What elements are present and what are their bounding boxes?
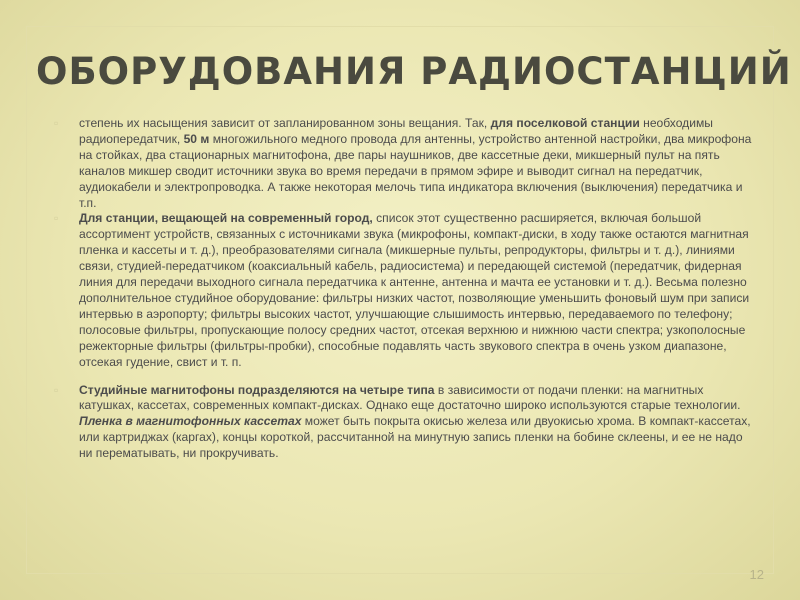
slide-content <box>54 116 754 462</box>
text-run: список этот существенно расширяется, включая большой ассортимент устройств, связанных с источниками звука (микрофоны, компакт-диски, в ходу также остаются магнитная пленка и кассеты и т. д.), преобразователями сигнала (микшерные пульты, репродукторы, фильтры и т. д.), линиями связи, студией-передатчиком (коаксиальный кабель, радиосистема) и передающей системой (передатчик, фидерная линия для передачи выходного сигнала передатчика к антенне, антенна и мачта ее установки и т. д.). Весьма полезно дополнительное студийное оборудование: фильтры низких частот, позволяющие уменьшить фоновый шум при записи интервью в аэропорту; фильтры высоких частот, улучшающие слышимость интервью, передаваемого по телефону; полосовые фильтры, пропускающие полосу средних частот, отсекая верхнюю и нижнюю части спектра; узкополосные режекторные фильтры (фильтры-пробки), способные подавлять часть звукового спектра в очень узком диапазоне, отсекая гудение, свист и т. п. <box>79 211 750 369</box>
bullet-icon: ▫ <box>54 211 59 226</box>
bold-run: Студийные магнитофоны подразделяются на четыре типа <box>79 382 435 397</box>
bold-italic-run: Пленка в <box>79 414 137 429</box>
text-run: многожильного медного провода для антенны, устройство антенной настройки, два микрофона на стойках, два стационарных магнитофона, две пары наушников, две кассетные деки, микшерный пульт на пять каналов микшер сводит источники звука во время передачи в прямом эфире и выводит сигнал на передатчик, аудиокабели и электропроводка. А также некоторая мелочь типа индикатора включения (выключения) передатчика и т.п. <box>79 131 752 210</box>
text-run: необходимы радиопередатчик, <box>79 116 713 146</box>
paragraph-city-station <box>54 211 754 370</box>
paragraph-tape-recorders <box>54 383 754 463</box>
bullet-icon: ▫ <box>54 382 59 397</box>
page-number: 12 <box>749 567 764 582</box>
bold-run: для поселковой станции <box>490 116 640 130</box>
bullet-icon: ▫ <box>54 116 59 130</box>
slide-title: ОБОРУДОВАНИЯ РАДИОСТАНЦИЙ <box>36 50 792 93</box>
bold-italic-run: магнитофонных кассетах <box>136 414 302 429</box>
bold-run: 50 м <box>183 131 210 146</box>
text-run: в зависимости от подачи пленки: на магнитных катушках, кассетах, современных компакт-дисках. Однако еще достаточно широко используются старые технологии. <box>79 382 741 413</box>
text-run: может быть покрыта окисью железа или двуокисью хрома. В компакт-кассетах, или картриджах (каргах), концы короткой, рассчитанной на минутную запись пленки на бобине склеены, и ее не надо ни перематывать, ни прокручивать. <box>79 414 751 461</box>
paragraph-rural-station <box>54 116 754 211</box>
paragraph-gap <box>54 371 754 383</box>
text-run: степень их насыщения зависит от запланированном зоны вещания. Так, <box>79 116 491 130</box>
bold-run: Для станции, вещающей на современный город, <box>79 211 373 226</box>
